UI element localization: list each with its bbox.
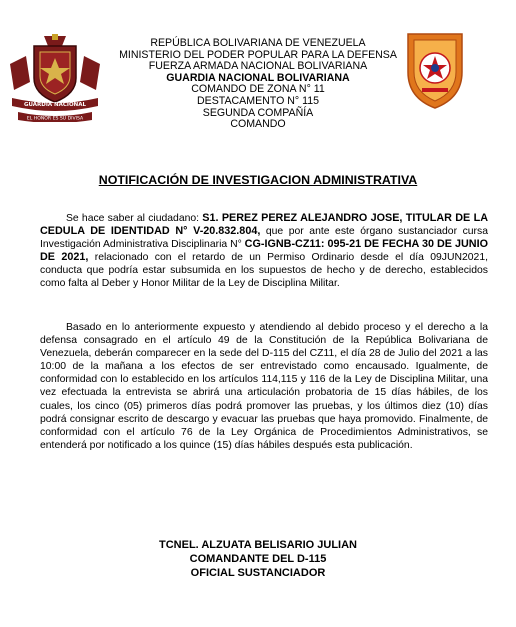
right-flag-shape (80, 56, 100, 90)
unit-seal-emblem (402, 28, 468, 110)
header-line-command: COMANDO (230, 118, 286, 131)
letterhead (108, 38, 408, 131)
signer-position: OFICIAL SUSTANCIADOR (190, 567, 326, 579)
notification-paragraph (40, 212, 488, 291)
header-line-zone: COMANDO DE ZONA N° 11 (191, 83, 325, 96)
p2-text: Basado en lo anteriormente expuesto y atendiendo al debido proceso y el derecho a la defensa consagrado en el artículo 49 de la Constitución de la República Bolivariana de Venezuela, deberán comparecer en la sede del D-115 del CZ11, el día 28 de Julio del 2021 a las 10:00 de la mañana a los efectos de ser entrevistado como encausado. Igualmente, de conformidad con lo establecido en los artículos 114,115 y 116 de la Ley de Disciplina Militar, una vez efectuada la entrevista se abrirá una articulación probatoria de 15 días hábiles, de los cuales, los cinco (05) primeros días podrá promover las pruebas, y los últimos diez (10) días podrá consignar escrito de descargo y evacuar las pruebas que haya promovido. Finalmente, de conformidad con el artículo 76 de la Ley Orgánica de Procedimientos Administrativos, se entenderá por notificado a los quince (15) días hábiles después esta publicación. (40, 322, 488, 451)
header-line-company: SEGUNDA COMPAÑÍA (202, 106, 314, 119)
p1-text-3: relacionado con el retardo de un Permiso Ordinario desde el día 09JUN2021, conducta que podría estar subsumida en los supuestos de hecho y de derecho, establecidos como falta al Deber y Honor Militar de la Ley de Disciplina Militar. (40, 252, 488, 290)
header-line-armed-forces: FUERZA ARMADA NACIONAL BOLIVARIANA (148, 60, 368, 73)
guardia-nacional-emblem (4, 34, 106, 122)
procedure-paragraph (40, 321, 488, 452)
left-motto-text: EL HONOR ES SU DIVISA (26, 116, 84, 122)
header-line-ministry: MINISTERIO DEL PODER POPULAR PARA LA DEFENSA (119, 48, 397, 61)
signer-name: TCNEL. ALZUATA BELISARIO JULIAN (159, 539, 357, 551)
document-title: NOTIFICACIÓN DE INVESTIGACION ADMINISTRATIVA (98, 173, 418, 187)
header-line-republic: REPÚBLICA BOLIVARIANA DE VENEZUELA (150, 37, 366, 49)
p1-bold-person: S1. PEREZ PEREZ ALEJANDRO JOSE, TITULAR DE LA CEDULA DE IDENTIDAD N° V-20.832.804, (40, 212, 488, 238)
p1-bold-case-number: CG-IGNB-CZ11: 095-21 DE FECHA 30 DE JUNIO DE 2021, (40, 238, 488, 264)
signer-role: COMANDANTE DEL D-115 (189, 553, 327, 565)
left-banner-text: GUARDIA NACIONAL (23, 102, 87, 108)
signature-block (0, 538, 516, 580)
header-line-guard: GUARDIA NACIONAL BOLIVARIANA (166, 71, 350, 84)
header-line-detachment: DESTACAMENTO N° 115 (197, 94, 319, 107)
p1-text-1: Se hace saber al ciudadano: (66, 213, 203, 224)
left-flag-shape (10, 56, 30, 90)
p1-text-2: que por ante este órgano sustanciador cursa Investigación Administrativa Disciplinaria N° (40, 226, 488, 251)
